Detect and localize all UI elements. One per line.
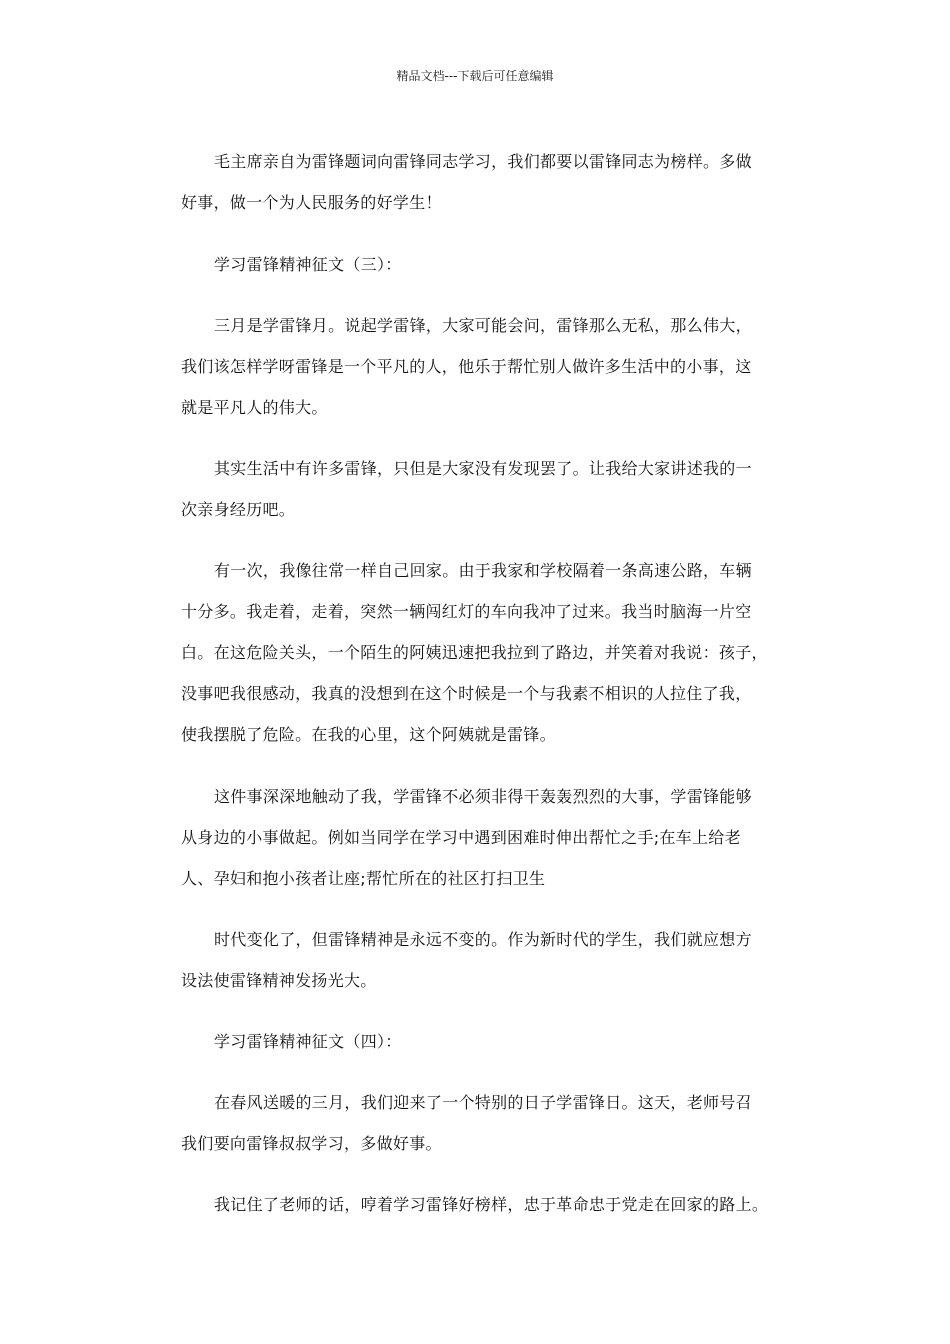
section-heading [181, 244, 781, 285]
section-heading-text: 学习雷锋精神征文（四）： [214, 1032, 402, 1051]
paragraph-line: 我们要向雷锋叔叔学习，多做好事。 [181, 1134, 442, 1153]
section-heading-text: 学习雷锋精神征文（三）： [214, 255, 402, 274]
paragraph-line: 时代变化了，但雷锋精神是永远不变的。作为新时代的学生，我们就应想方 [214, 930, 752, 949]
paragraph-line: 这件事深深地触动了我，学雷锋不必须非得干轰轰烈烈的大事，学雷锋能够 [214, 787, 752, 806]
paragraph-line: 没事吧我很感动，我真的没想到在这个时候是一个与我素不相识的人拉住了我， [181, 684, 752, 703]
paragraph [181, 448, 781, 530]
section-heading [181, 1021, 781, 1062]
paragraph-line: 三月是学雷锋月。说起学雷锋，大家可能会问，雷锋那么无私，那么伟大， [214, 316, 752, 335]
paragraph-line: 次亲身经历吧。 [181, 500, 296, 519]
paragraph-line: 在春风送暖的三月，我们迎来了一个特别的日子学雷锋日。这天，老师号召 [214, 1093, 752, 1112]
paragraph [181, 1082, 781, 1164]
paragraph-line: 十分多。我走着，走着，突然一辆闯红灯的车向我冲了过来。我当时脑海一片空 [181, 602, 752, 621]
paragraph-line: 我们该怎样学呀雷锋是一个平凡的人，他乐于帮忙别人做许多生活中的小事，这 [181, 357, 752, 376]
paragraph [181, 776, 781, 899]
paragraph-line: 使我摆脱了危险。在我的心里，这个阿姨就是雷锋。 [181, 725, 556, 744]
paragraph-line: 有一次，我像往常一样自己回家。由于我家和学校隔着一条高速公路，车辆 [214, 561, 752, 580]
paragraph-line: 其实生活中有许多雷锋，只但是大家没有发现罢了。让我给大家讲述我的一 [214, 459, 752, 478]
paragraph-line: 毛主席亲自为雷锋题词向雷锋同志学习，我们都要以雷锋同志为榜样。多做 [214, 152, 752, 171]
paragraph-line: 我记住了老师的话，哼着学习雷锋好榜样，忠于革命忠于党走在回家的路上。 [214, 1195, 769, 1214]
paragraph [181, 550, 781, 755]
paragraph-line: 白。在这危险关头，一个陌生的阿姨迅速把我拉到了路边，并笑着对我说：孩子， [181, 643, 768, 662]
paragraph-line: 就是平凡人的伟大。 [181, 398, 328, 417]
paragraph [181, 305, 781, 428]
paragraph-line: 好事，做一个为人民服务的好学生！ [181, 193, 442, 212]
paragraph [181, 141, 781, 223]
paragraph-line: 人、孕妇和抱小孩者让座;帮忙所在的社区打扫卫生 [181, 869, 546, 888]
paragraph-line: 设法使雷锋精神发扬光大。 [181, 971, 377, 990]
paragraph-line: 从身边的小事做起。例如当同学在学习中遇到困难时伸出帮忙之手;在车上给老 [181, 828, 741, 847]
paragraph [181, 1184, 781, 1225]
page-header: 精品文档---下载后可任意编辑 [396, 69, 554, 83]
paragraph [181, 919, 781, 1001]
